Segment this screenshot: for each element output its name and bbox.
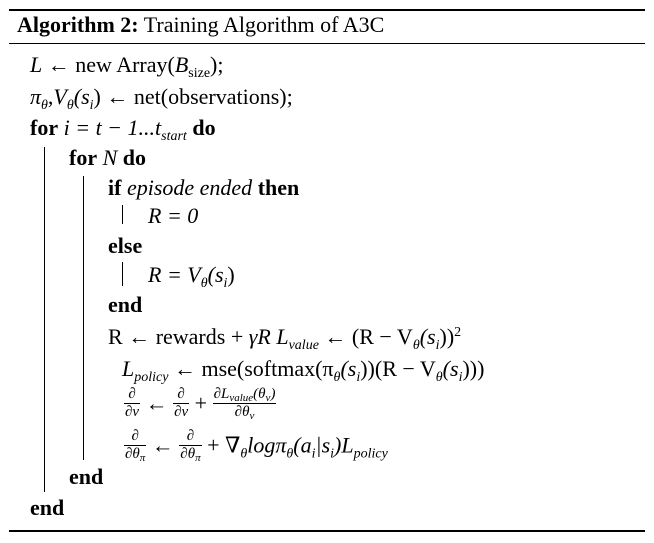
kw-end: end: [30, 495, 65, 520]
denominator: [213, 403, 277, 421]
sub-i: i: [458, 370, 463, 385]
kw-end: end: [69, 464, 104, 489]
fraction: [179, 428, 201, 463]
line-1: [30, 52, 224, 81]
array-text: new Array(: [75, 52, 175, 77]
var-a: (a: [293, 432, 312, 458]
assign-arrow: ←: [128, 324, 151, 349]
mse-expr: mse(softmax(π: [201, 356, 334, 381]
kw-end: end: [108, 292, 143, 317]
sub-pi: π: [195, 452, 201, 464]
inner-for-bar: [83, 176, 84, 460]
sub-policy: policy: [353, 446, 388, 462]
assign-R-zero: R = 0: [148, 203, 199, 228]
comma: ,: [47, 84, 54, 109]
paren: ): [227, 262, 235, 287]
outer-for-bar: [44, 147, 45, 492]
sub-value: value: [288, 338, 319, 353]
else-bar: [122, 262, 123, 286]
var-s: (s: [419, 324, 436, 349]
line-5: [108, 177, 299, 199]
denominator: ∂v: [125, 404, 140, 420]
num-part: ): [270, 386, 276, 402]
plus: +: [194, 390, 208, 416]
paren-L: )L: [334, 432, 354, 458]
line-9: [108, 294, 142, 316]
line-3: [30, 115, 216, 144]
sub-v: v: [249, 410, 255, 422]
sub-theta: θ: [66, 98, 74, 113]
var-pi: π: [30, 84, 42, 109]
expr: (R − V: [351, 324, 413, 349]
numerator: ∂: [131, 428, 139, 444]
line-13: [124, 430, 388, 465]
range-expr: = t − 1...t: [75, 115, 162, 140]
sub-theta: θ: [200, 276, 208, 291]
assign-arrow: ←: [106, 84, 129, 109]
var-s: (s: [73, 84, 90, 109]
assign-arrow: ←: [47, 52, 70, 77]
den-part: ∂θ: [180, 446, 196, 462]
sub-i: i: [89, 98, 94, 113]
line-11: [122, 356, 485, 385]
sub-theta: θ: [333, 370, 341, 385]
kw-else: else: [108, 233, 143, 258]
log-pi: logπ: [247, 432, 287, 458]
numerator: ∂: [186, 428, 195, 444]
assign-arrow: ←: [145, 390, 168, 416]
line-15: [30, 497, 64, 519]
num-part: (θ: [253, 386, 266, 402]
sub-theta: θ: [435, 370, 443, 385]
sub-pi: π: [139, 452, 146, 464]
fraction: [213, 386, 277, 421]
fraction: [173, 386, 189, 421]
var-V: V: [53, 84, 67, 109]
kw-if: if: [108, 175, 122, 200]
sub-theta: θ: [286, 446, 294, 462]
sub-i: i: [223, 276, 228, 291]
sub-i: i: [311, 446, 316, 462]
given-s: |s: [315, 432, 331, 458]
var-i: i: [63, 115, 70, 140]
algorithm-caption: [17, 14, 384, 36]
var-B: B: [174, 52, 189, 77]
bottom-rule: [9, 530, 645, 532]
fraction: [124, 428, 146, 463]
algorithm-title: Training Algorithm of A3C: [143, 12, 385, 37]
sub-value: value: [229, 392, 254, 404]
den-part: ∂θ: [125, 446, 140, 462]
line-14: [69, 466, 103, 488]
assign-arrow: ←: [151, 432, 174, 458]
sub-size: size: [188, 66, 211, 81]
expr: ))(R − V: [360, 356, 436, 381]
gamma-R: γR: [248, 324, 271, 349]
kw-then: then: [257, 175, 300, 200]
var-s: (s: [340, 356, 357, 381]
rewards-text: rewards +: [155, 324, 249, 349]
net-call: net(observations);: [133, 84, 293, 109]
paren: ))): [462, 356, 485, 381]
var-L: L: [30, 52, 43, 77]
sub-theta: θ: [41, 98, 48, 113]
numerator: ∂: [177, 386, 185, 402]
line-2: [30, 84, 293, 113]
sub-v: v: [265, 392, 271, 404]
nabla: + ∇: [207, 432, 241, 458]
numerator: ∂: [128, 386, 136, 402]
line-7: [108, 235, 142, 257]
sub-i: i: [356, 370, 361, 385]
kw-do: do: [122, 145, 147, 170]
denominator: ∂v: [174, 404, 189, 420]
kw-do: do: [192, 115, 216, 140]
caption-rule: [9, 43, 645, 44]
line-8: [148, 262, 235, 291]
line-6: [148, 205, 198, 227]
sup-two: 2: [454, 325, 462, 340]
sub-start: start: [161, 129, 187, 144]
var-s: (s: [207, 262, 224, 287]
numerator: [213, 386, 277, 403]
var-L: L: [122, 356, 135, 381]
kw-for: for: [69, 145, 98, 170]
var-N: N: [102, 145, 118, 170]
algorithm-label: Algorithm 2:: [17, 12, 139, 37]
line-10: [108, 324, 462, 353]
den-part: ∂θ: [234, 404, 250, 420]
sub-theta: θ: [240, 446, 248, 462]
num-part: ∂L: [213, 386, 230, 402]
if-bar: [122, 205, 123, 224]
assign-R-V: R = V: [148, 262, 201, 287]
kw-for: for: [30, 115, 59, 140]
denominator: [179, 445, 201, 463]
sub-theta: θ: [412, 338, 420, 353]
array-close: );: [210, 52, 224, 77]
paren: )): [439, 324, 455, 349]
top-rule: [9, 9, 645, 11]
sub-policy: policy: [134, 370, 169, 385]
denominator: [124, 445, 146, 463]
var-L: L: [276, 324, 289, 349]
var-s: (s: [442, 356, 459, 381]
fraction: [124, 386, 140, 421]
line-4: [69, 147, 146, 169]
sub-i: i: [330, 446, 335, 462]
var-R: R: [108, 324, 123, 349]
assign-arrow: ←: [324, 324, 347, 349]
condition: episode ended: [126, 175, 253, 200]
paren: ): [93, 84, 101, 109]
assign-arrow: ←: [173, 356, 196, 381]
sub-i: i: [435, 338, 440, 353]
line-12: [124, 388, 276, 423]
